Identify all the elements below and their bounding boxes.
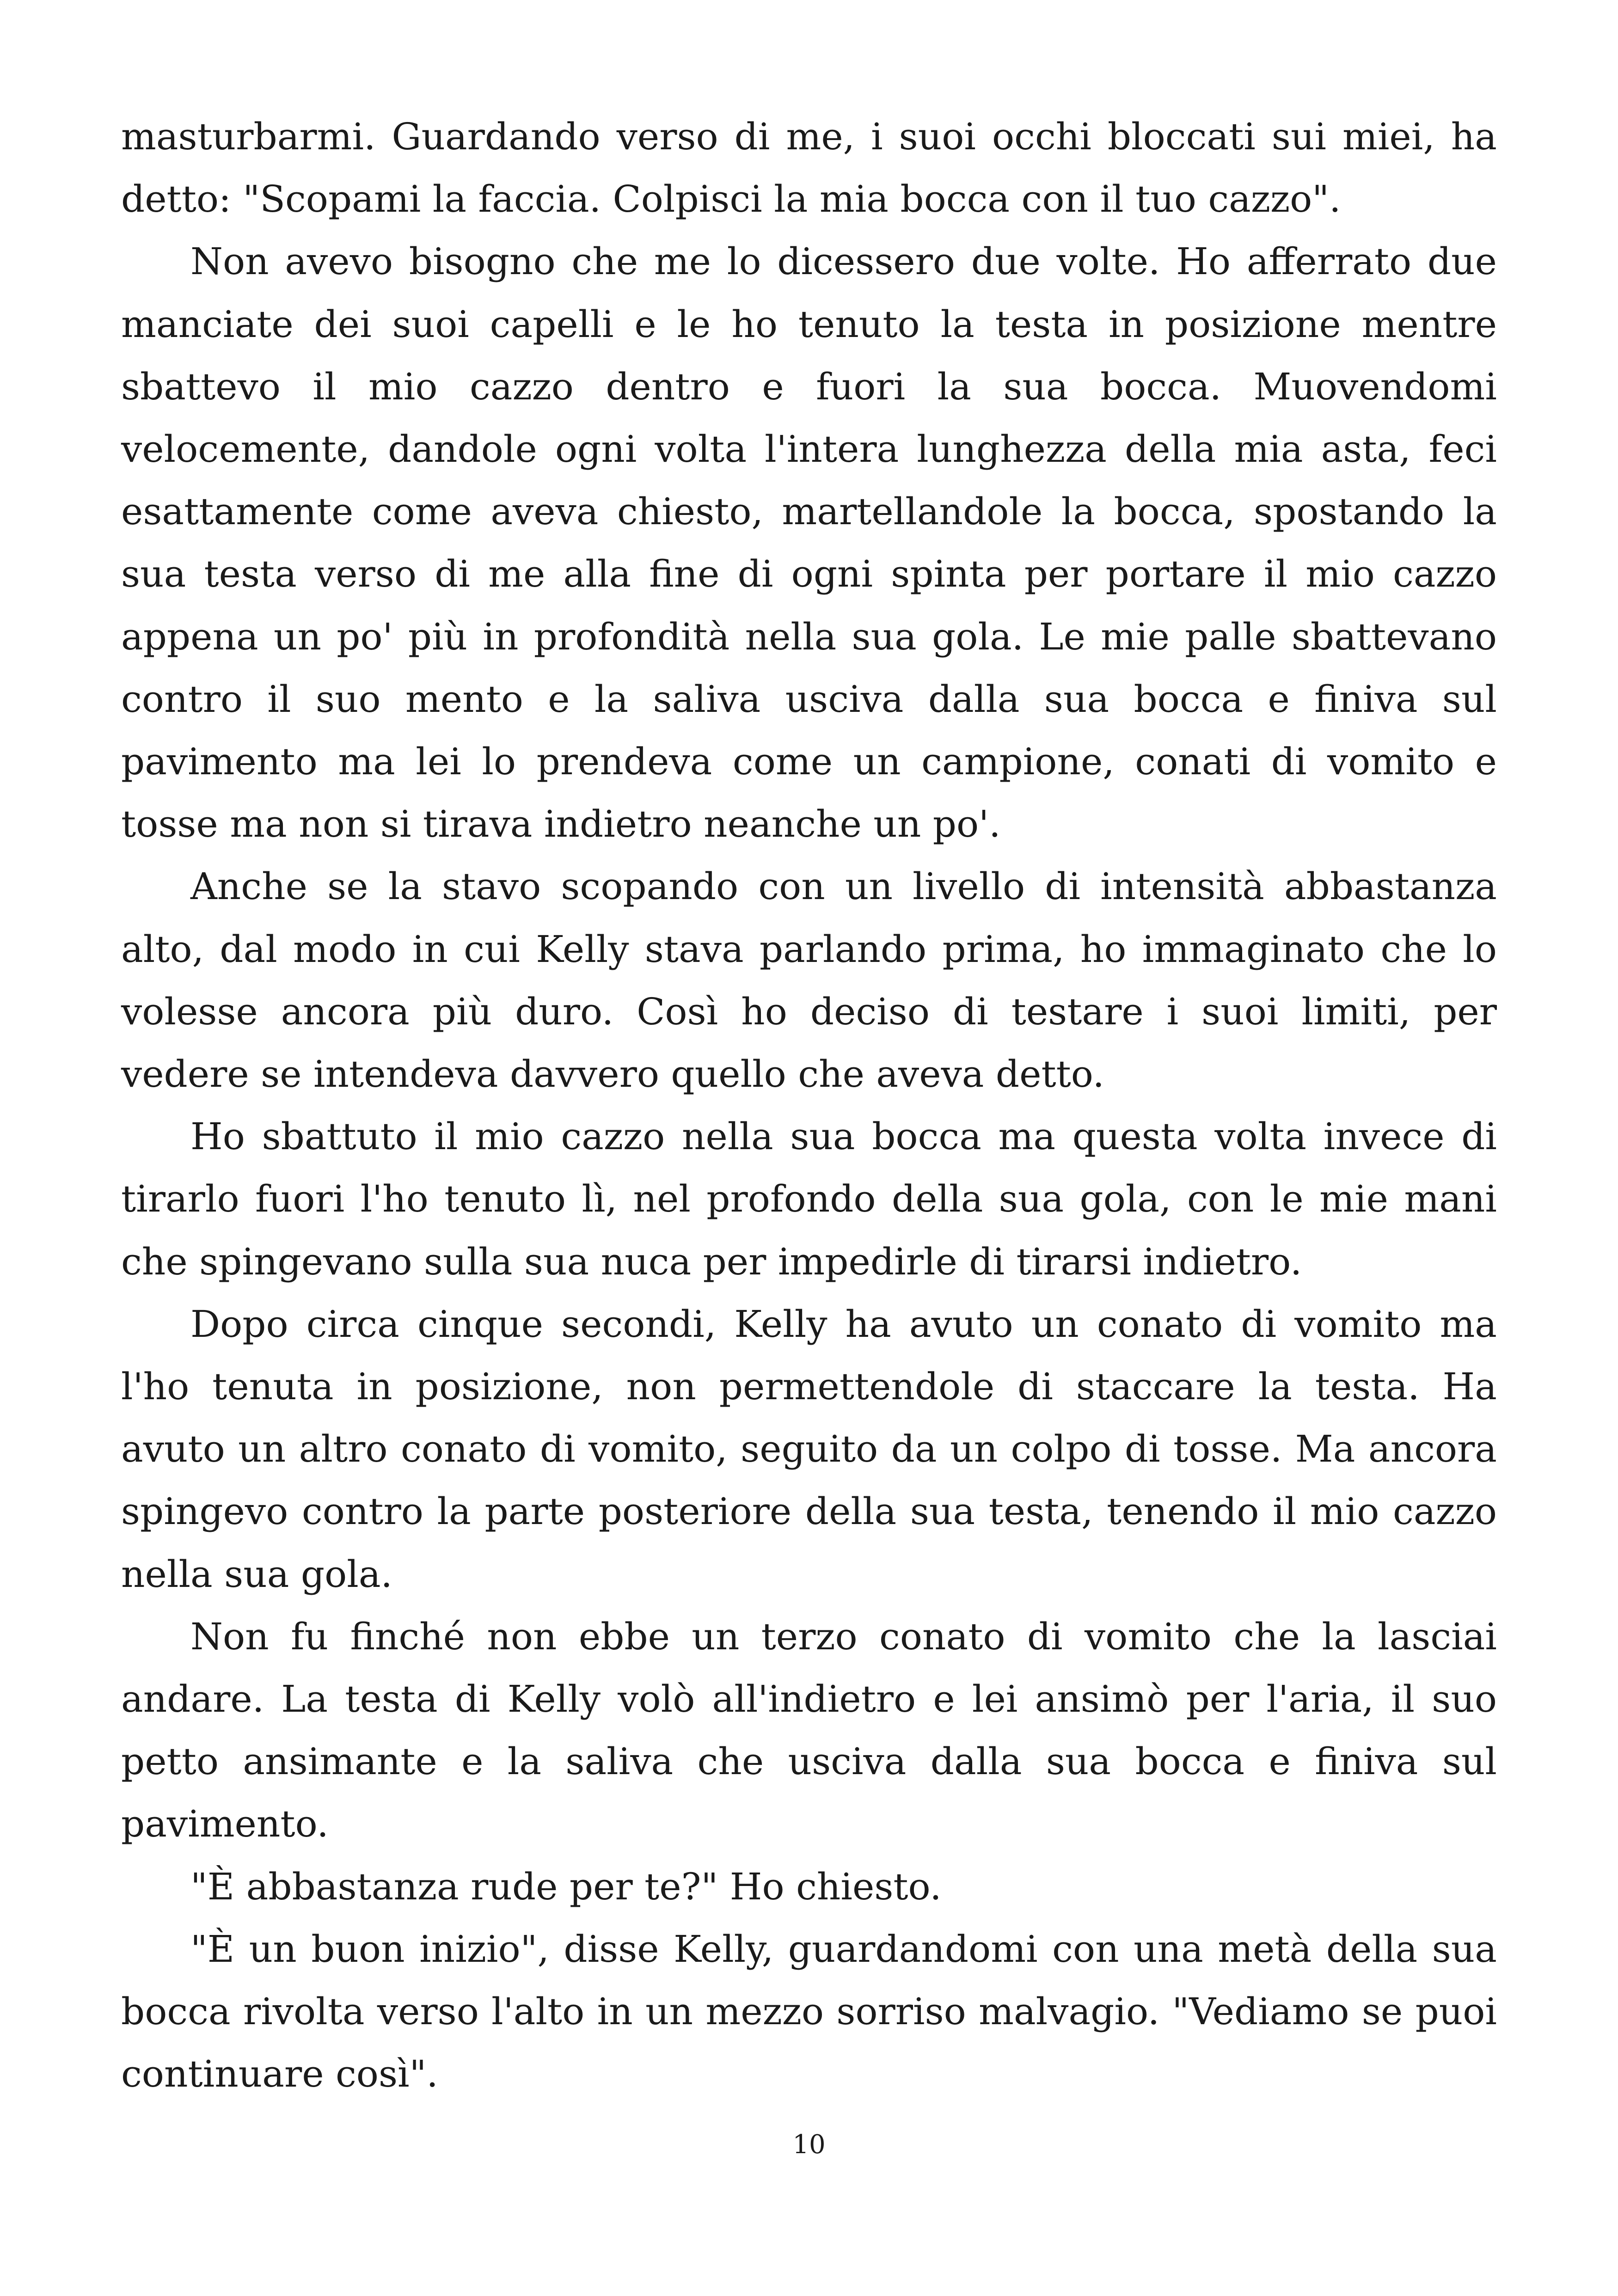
- paragraph-8: "È un buon inizio", disse Kelly, guardandomi con una metà della sua bocca rivolta verso l'alto in un mezzo sorriso malvagio. "Vediamo se puoi continuare così".: [121, 1927, 1497, 2096]
- page-number: 10: [792, 2130, 826, 2160]
- paragraph-6: Non fu finché non ebbe un terzo conato di vomito che la lasciai andare. La testa di Kelly volò all'indietro e lei ansimò per l'aria, il suo petto ansimante e la saliva che usciva dalla sua bocca e finiva sul pavimento.: [121, 1615, 1497, 1846]
- paragraph-7: "È abbastanza rude per te?" Ho chiesto.: [190, 1865, 942, 1908]
- paragraph-5: Dopo circa cinque secondi, Kelly ha avuto un conato di vomito ma l'ho tenuta in posizione, non permettendole di staccare la testa. Ha avuto un altro conato di vomito, seguito da un colpo di tosse. Ma ancora spingevo contro la parte posteriore della sua testa, tenendo il mio cazzo nella sua gola.: [121, 1302, 1497, 1596]
- paragraph-3: Anche se la stavo scopando con un livello di intensità abbastanza alto, dal modo in cui Kelly stava parlando prima, ho immaginato che lo volesse ancora più duro. Così ho deciso di testare i suoi limiti, per vedere se intendeva davvero quello che aveva detto.: [121, 865, 1497, 1096]
- body-text: [121, 105, 1497, 2106]
- paragraph-2: Non avevo bisogno che me lo dicessero due volte. Ho afferrato due manciate dei suoi capelli e le ho tenuto la testa in posizione mentre sbattevo il mio cazzo dentro e fuori la sua bocca. Muovendomi velocemente, dandole ogni volta l'intera lunghezza della mia asta, feci esattamente come aveva chiesto, martellandole la bocca, spostando la sua testa verso di me alla fine di ogni spinta per portare il mio cazzo appena un po' più in profondità nella sua gola. Le mie palle sbattevano contro il suo mento e la saliva usciva dalla sua bocca e finiva sul pavimento ma lei lo prendeva come un campione, conati di vomito e tosse ma non si tirava indietro neanche un po'.: [121, 240, 1497, 846]
- paragraph-4: Ho sbattuto il mio cazzo nella sua bocca ma questa volta invece di tirarlo fuori l'ho tenuto lì, nel profondo della sua gola, con le mie mani che spingevano sulla sua nuca per impedirle di tirarsi indietro.: [121, 1115, 1497, 1283]
- paragraph-1: masturbarmi. Guardando verso di me, i suoi occhi bloccati sui miei, ha detto: "Scopami la faccia. Colpisci la mia bocca con il tuo cazzo".: [121, 115, 1497, 221]
